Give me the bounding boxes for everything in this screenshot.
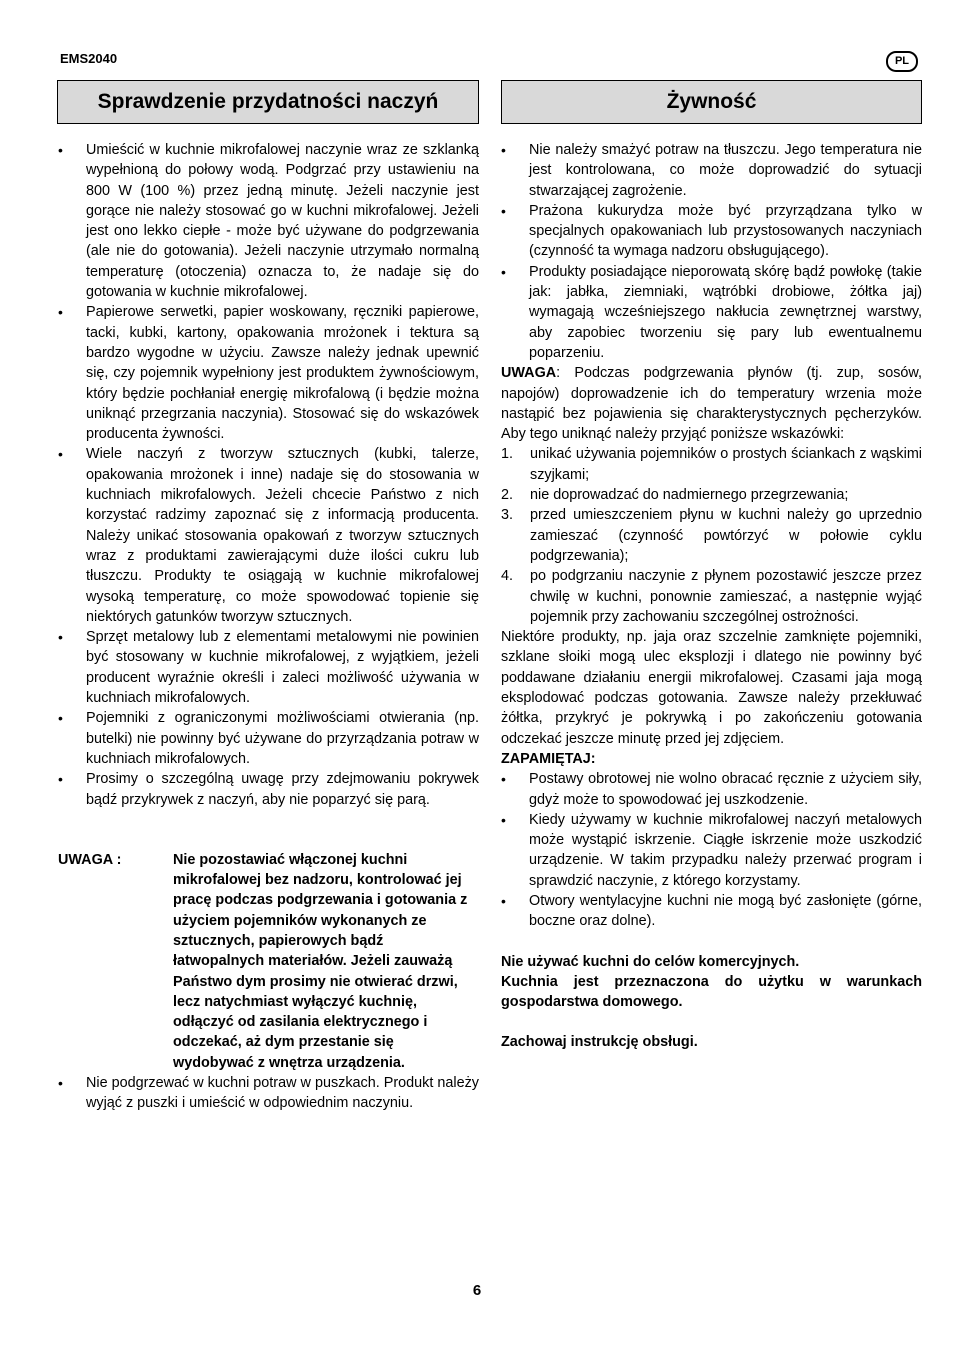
step-item <box>501 505 922 566</box>
page-number: 6 <box>472 1282 482 1299</box>
warning-text: Nie pozostawiać włączonej kuchni mikrofalowej bez nadzoru, kontrolować jej pracę podczas podgrzewania i gotowania z użyciem pojemników wykonanych ze sztucznych, papierowych bądź łatwopalnych materiałów. Jeżeli zauważą Państwo dym prosimy nie otwierać drzwi, lecz natychmiast wyłączyć kuchnię, odłączyć od zasilania elektrycznego i odczekać, aż dym przestanie się wydobywać z wnętrza urządzenia. <box>173 851 468 1071</box>
step-number: 1. <box>501 446 514 463</box>
remember-label: ZAPAMIĘTAJ: <box>501 750 596 767</box>
list-item: • Umieścić w kuchnie mikrofalowej naczynie wraz ze szklanką wypełnioną do połowy wodą. Podgrzać przy ustawieniu na 800 W (100 %) przez jedną minutę. Jeżeli naczynie jest gorące nie należy stosować go w kuchni mikrofalowej. Jeżeli jest ono lekko ciepłe - może być używane do podgrzewania (ale nie do gotowania). Jeżeli naczynie utrzymało normalną temperaturę (otoczenia) oznacza to, że nadaje się do gotowania w kuchnie mikrofalowej. <box>58 140 479 302</box>
liquids-steps <box>501 444 922 627</box>
keep-instructions-note: Zachowaj instrukcję obsługi. <box>501 1034 698 1051</box>
step-item <box>501 485 922 505</box>
commercial-use-note: Nie używać kuchni do celów komercyjnych. <box>501 953 800 970</box>
list-item: • Produkty posiadające nieporowatą skórę bądź powłokę (takie jak: jabłka, ziemniaki, wątróbki drobiowe, żółtka jaj) wymagają wcześniejszego nakłucia zewnętrznej warstwy, aby zapobiec tworzeniu się pary lub ewentualnemu poparzeniu. <box>501 262 922 363</box>
vessel-check-list <box>58 140 479 810</box>
household-use-note: Kuchnia jest przeznaczona do użytku w warunkach gospodarstwa domowego. <box>501 973 922 1011</box>
cans-list <box>58 1073 479 1114</box>
liquids-note <box>501 363 922 444</box>
step-number: 4. <box>501 568 514 585</box>
step-number: 3. <box>501 507 514 524</box>
warning-label: UWAGA : <box>58 851 122 868</box>
food-list <box>501 140 922 363</box>
list-item: • Pojemniki z ograniczonymi możliwościami otwierania (np. butelki) nie powinny być używane do przyrządzania potraw w kuchniach mikrofalowych. <box>58 708 479 769</box>
right-column <box>501 140 922 1053</box>
remember-list <box>501 769 922 931</box>
list-item: • Papierowe serwetki, papier woskowany, ręczniki papierowe, tacki, kubki, kartony, opakowania mrożonek i tektura są bardzo wygodne w użyciu. Zawsze należy jednak upewnić się, czy pojemnik wypełniony jest produktem żywnościowym, który będzie pochłaniał energię mikrofalową (i będzie można uniknąć przegrzania naczynia). Stosować się do wskazówek producenta żywności. <box>58 302 479 444</box>
list-item: • Nie podgrzewać w kuchni potraw w puszkach. Produkt należy wyjąć z puszki i umieścić w odpowiednim naczyniu. <box>58 1073 479 1114</box>
list-item: • Postawy obrotowej nie wolno obracać ręcznie z użyciem siły, gdyż może to spowodować jej uszkodzenie. <box>501 769 922 810</box>
step-text: nie doprowadzać do nadmiernego przegrzewania; <box>530 487 849 504</box>
step-text: po podgrzaniu naczynie z płynem pozostawić jeszcze przez chwilę w kuchni, ponownie zamieszać, a następnie wyjąć pojemnik przy zachowaniu szczególnej ostrożności. <box>530 568 922 625</box>
section-title-food: Żywność <box>501 80 922 124</box>
step-item <box>501 566 922 627</box>
step-item <box>501 444 922 485</box>
list-item: • Wiele naczyń z tworzyw sztucznych (kubki, talerze, opakowania mrożonek i inne) nadaje się do stosowania w kuchniach mikrofalowych. Jeżeli chcecie Państwo z nich korzystać radzimy zapoznać się z informacją producenta. Należy unikać stosowania opakowań z tworzyw sztucznych wraz z produktami zawierającymi duże ilości cukru lub tłuszczu. Produkty te osiągają w kuchnie mikrofalowej wysoką temperaturę, co może spowodować topienie się niektórych gatunków tworzyw sztucznych. <box>58 444 479 627</box>
step-text: przed umieszczeniem płynu w kuchni należy go uprzednio zamieszać (czynność powtórzyć w połowie cyklu podgrzewania); <box>530 507 922 564</box>
warning-block <box>58 850 479 1073</box>
list-item: • Otwory wentylacyjne kuchni nie mogą być zasłonięte (górne, boczne oraz dolne). <box>501 891 922 932</box>
step-text: unikać używania pojemników o prostych ściankach z wąskimi szyjkami; <box>530 446 922 483</box>
left-column <box>58 140 479 1114</box>
list-item: • Kiedy używamy w kuchnie mikrofalowej naczyń metalowych może wystąpić iskrzenie. Ciągłe iskrzenie może uszkodzić urządzenie. W takim przypadku należy przerwać program i sprawdzić naczynie, z którego korzystamy. <box>501 810 922 891</box>
step-number: 2. <box>501 487 514 504</box>
list-item: • Sprzęt metalowy lub z elementami metalowymi nie powinien być stosowany w kuchnie mikrofalowej, z wyjątkiem, jeżeli producent wyraźnie określi i zaleci możliwość używania w kuchniach mikrofalowych. <box>58 627 479 708</box>
list-item: • Nie należy smażyć potraw na tłuszczu. Jego temperatura nie jest kontrolowana, co może doprowadzić do sytuacji stwarzającej zagrożenie. <box>501 140 922 201</box>
language-badge: PL <box>886 51 918 72</box>
list-item: • Prażona kukurydza może być przyrządzana tylko w specjalnych opakowaniach lub przystosowanych naczyniach (czynność ta wymaga nadzoru obsługującego). <box>501 201 922 262</box>
section-title-vessels: Sprawdzenie przydatności naczyń <box>57 80 479 124</box>
note-text: : Podczas podgrzewania płynów (tj. zup, sosów, napojów) doprowadzenie ich do temperatury wrzenia może nastąpić bez pojawienia się charakterystycznych pęcherzyków. Aby tego uniknąć należy przyjąć poniższe wskazówki: <box>501 365 922 443</box>
model-number: EMS2040 <box>60 51 118 66</box>
eggs-paragraph: Niektóre produkty, np. jaja oraz szczelnie zamknięte pojemniki, szklane słoiki mogą ulec eksplozji i dlatego nie powinny być poddawane działaniu energii mikrofalowej. Czasami jaja mogą eksplodować podczas gotowania. Zawsze należy przekłuwać żółtka, przykryć je pokrywką i po zakończeniu gotowania odczekać jeszcze minutę przed jej zdjęciem. <box>501 629 922 747</box>
note-label: UWAGA <box>501 365 557 382</box>
list-item: • Prosimy o szczególną uwagę przy zdejmowaniu pokrywek bądź przykrywek z naczyń, aby nie poparzyć się parą. <box>58 769 479 810</box>
